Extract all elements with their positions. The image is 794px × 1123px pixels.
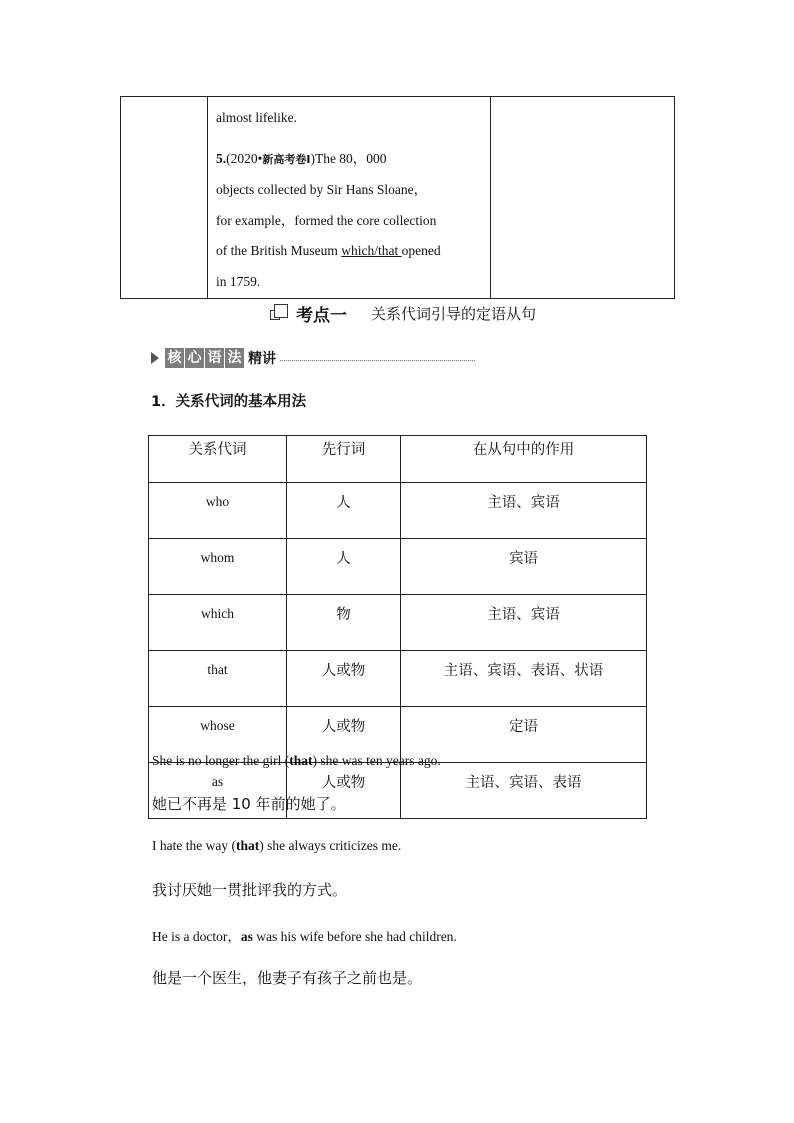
- banner-char: 法: [225, 348, 244, 368]
- heading-label: 考点一: [296, 305, 347, 326]
- table-header: 关系代词: [149, 436, 287, 483]
- banner-char: 语: [205, 348, 224, 368]
- table-cell: 人或物: [287, 707, 401, 763]
- table-cell: 宾语: [401, 539, 647, 595]
- table-cell: 物: [287, 595, 401, 651]
- example-sentence-zh: 他是一个医生，他妻子有孩子之前也是。: [152, 969, 423, 987]
- heading-title: 关系代词引导的定语从句: [371, 304, 537, 323]
- table-header: 先行词: [287, 436, 401, 483]
- table-cell: 主语、宾语、表语、状语: [401, 651, 647, 707]
- table-cell: 人或物: [287, 763, 401, 819]
- empty-cell: [121, 97, 208, 299]
- table-cell: whose: [149, 707, 287, 763]
- table-cell: 主语、宾语: [401, 595, 647, 651]
- dotted-divider: [280, 360, 475, 361]
- example-source: 新高考卷Ⅰ: [262, 152, 311, 166]
- example-line: almost lifelike.: [216, 110, 297, 125]
- sentence-keyword: that: [235, 838, 260, 853]
- example-number: 5.: [216, 150, 227, 166]
- table-cell: 人: [287, 483, 401, 539]
- table-cell: whom: [149, 539, 287, 595]
- empty-cell: [491, 97, 675, 299]
- table-row: [149, 539, 647, 595]
- sentence-keyword: as: [240, 929, 253, 944]
- example-line: for example，formed the core collection: [216, 212, 437, 228]
- example-sentence-zh: 我讨厌她一贯批评我的方式。: [152, 881, 348, 899]
- sentence-text: I hate the way (: [152, 838, 236, 853]
- example-open: (2020•: [226, 150, 263, 166]
- table-cell: 主语、宾语、表语: [401, 763, 647, 819]
- table-cell: as: [149, 763, 287, 819]
- table-cell: 定语: [401, 707, 647, 763]
- continuation-table: [120, 96, 675, 299]
- table-cell: who: [149, 483, 287, 539]
- sentence-text: ) she was ten years ago.: [312, 753, 441, 768]
- example-text: of the British Museum: [216, 243, 342, 258]
- sentence-text: She is no longer the girl (: [152, 753, 290, 768]
- sentence-keyword: that: [289, 753, 313, 768]
- banner-char: 心: [185, 348, 204, 368]
- table-header-row: [149, 436, 647, 483]
- table-cell: which: [149, 595, 287, 651]
- sentence-text: He is a doctor，: [152, 929, 241, 944]
- table-row: [149, 483, 647, 539]
- example-line: in 1759.: [216, 273, 261, 289]
- table-cell: 人或物: [287, 651, 401, 707]
- example-text: opened: [401, 243, 441, 258]
- table-cell: that: [149, 651, 287, 707]
- table-cell: 主语、宾语: [401, 483, 647, 539]
- banner-tail: 精讲: [248, 351, 276, 367]
- example-sentence-en: [152, 753, 441, 769]
- sentence-text: was his wife before she had children.: [252, 929, 457, 944]
- example-sentence-en: [152, 925, 457, 945]
- section-banner: [151, 347, 475, 369]
- table-header: 在从句中的作用: [401, 436, 647, 483]
- table-row: [149, 595, 647, 651]
- sentence-text: ) she always criticizes me.: [259, 838, 402, 853]
- checkbox-icon: [270, 304, 288, 322]
- section-heading: [270, 300, 536, 326]
- answer-text: which/that: [341, 243, 402, 258]
- example-sentence-en: [152, 838, 401, 854]
- example-sentence-zh: 她已不再是 10 年前的她了。: [152, 795, 346, 813]
- subsection-title: 1．关系代词的基本用法: [151, 394, 307, 410]
- example-line: objects collected by Sir Hans Sloane，: [216, 182, 428, 197]
- example-cell: [208, 97, 491, 299]
- example-line: [216, 236, 482, 267]
- example-close: )The 80，000: [310, 150, 387, 166]
- banner-char: 核: [165, 348, 184, 368]
- table-cell: 人: [287, 539, 401, 595]
- example-line: [216, 144, 482, 176]
- table-row: [149, 651, 647, 707]
- triangle-icon: [151, 352, 159, 364]
